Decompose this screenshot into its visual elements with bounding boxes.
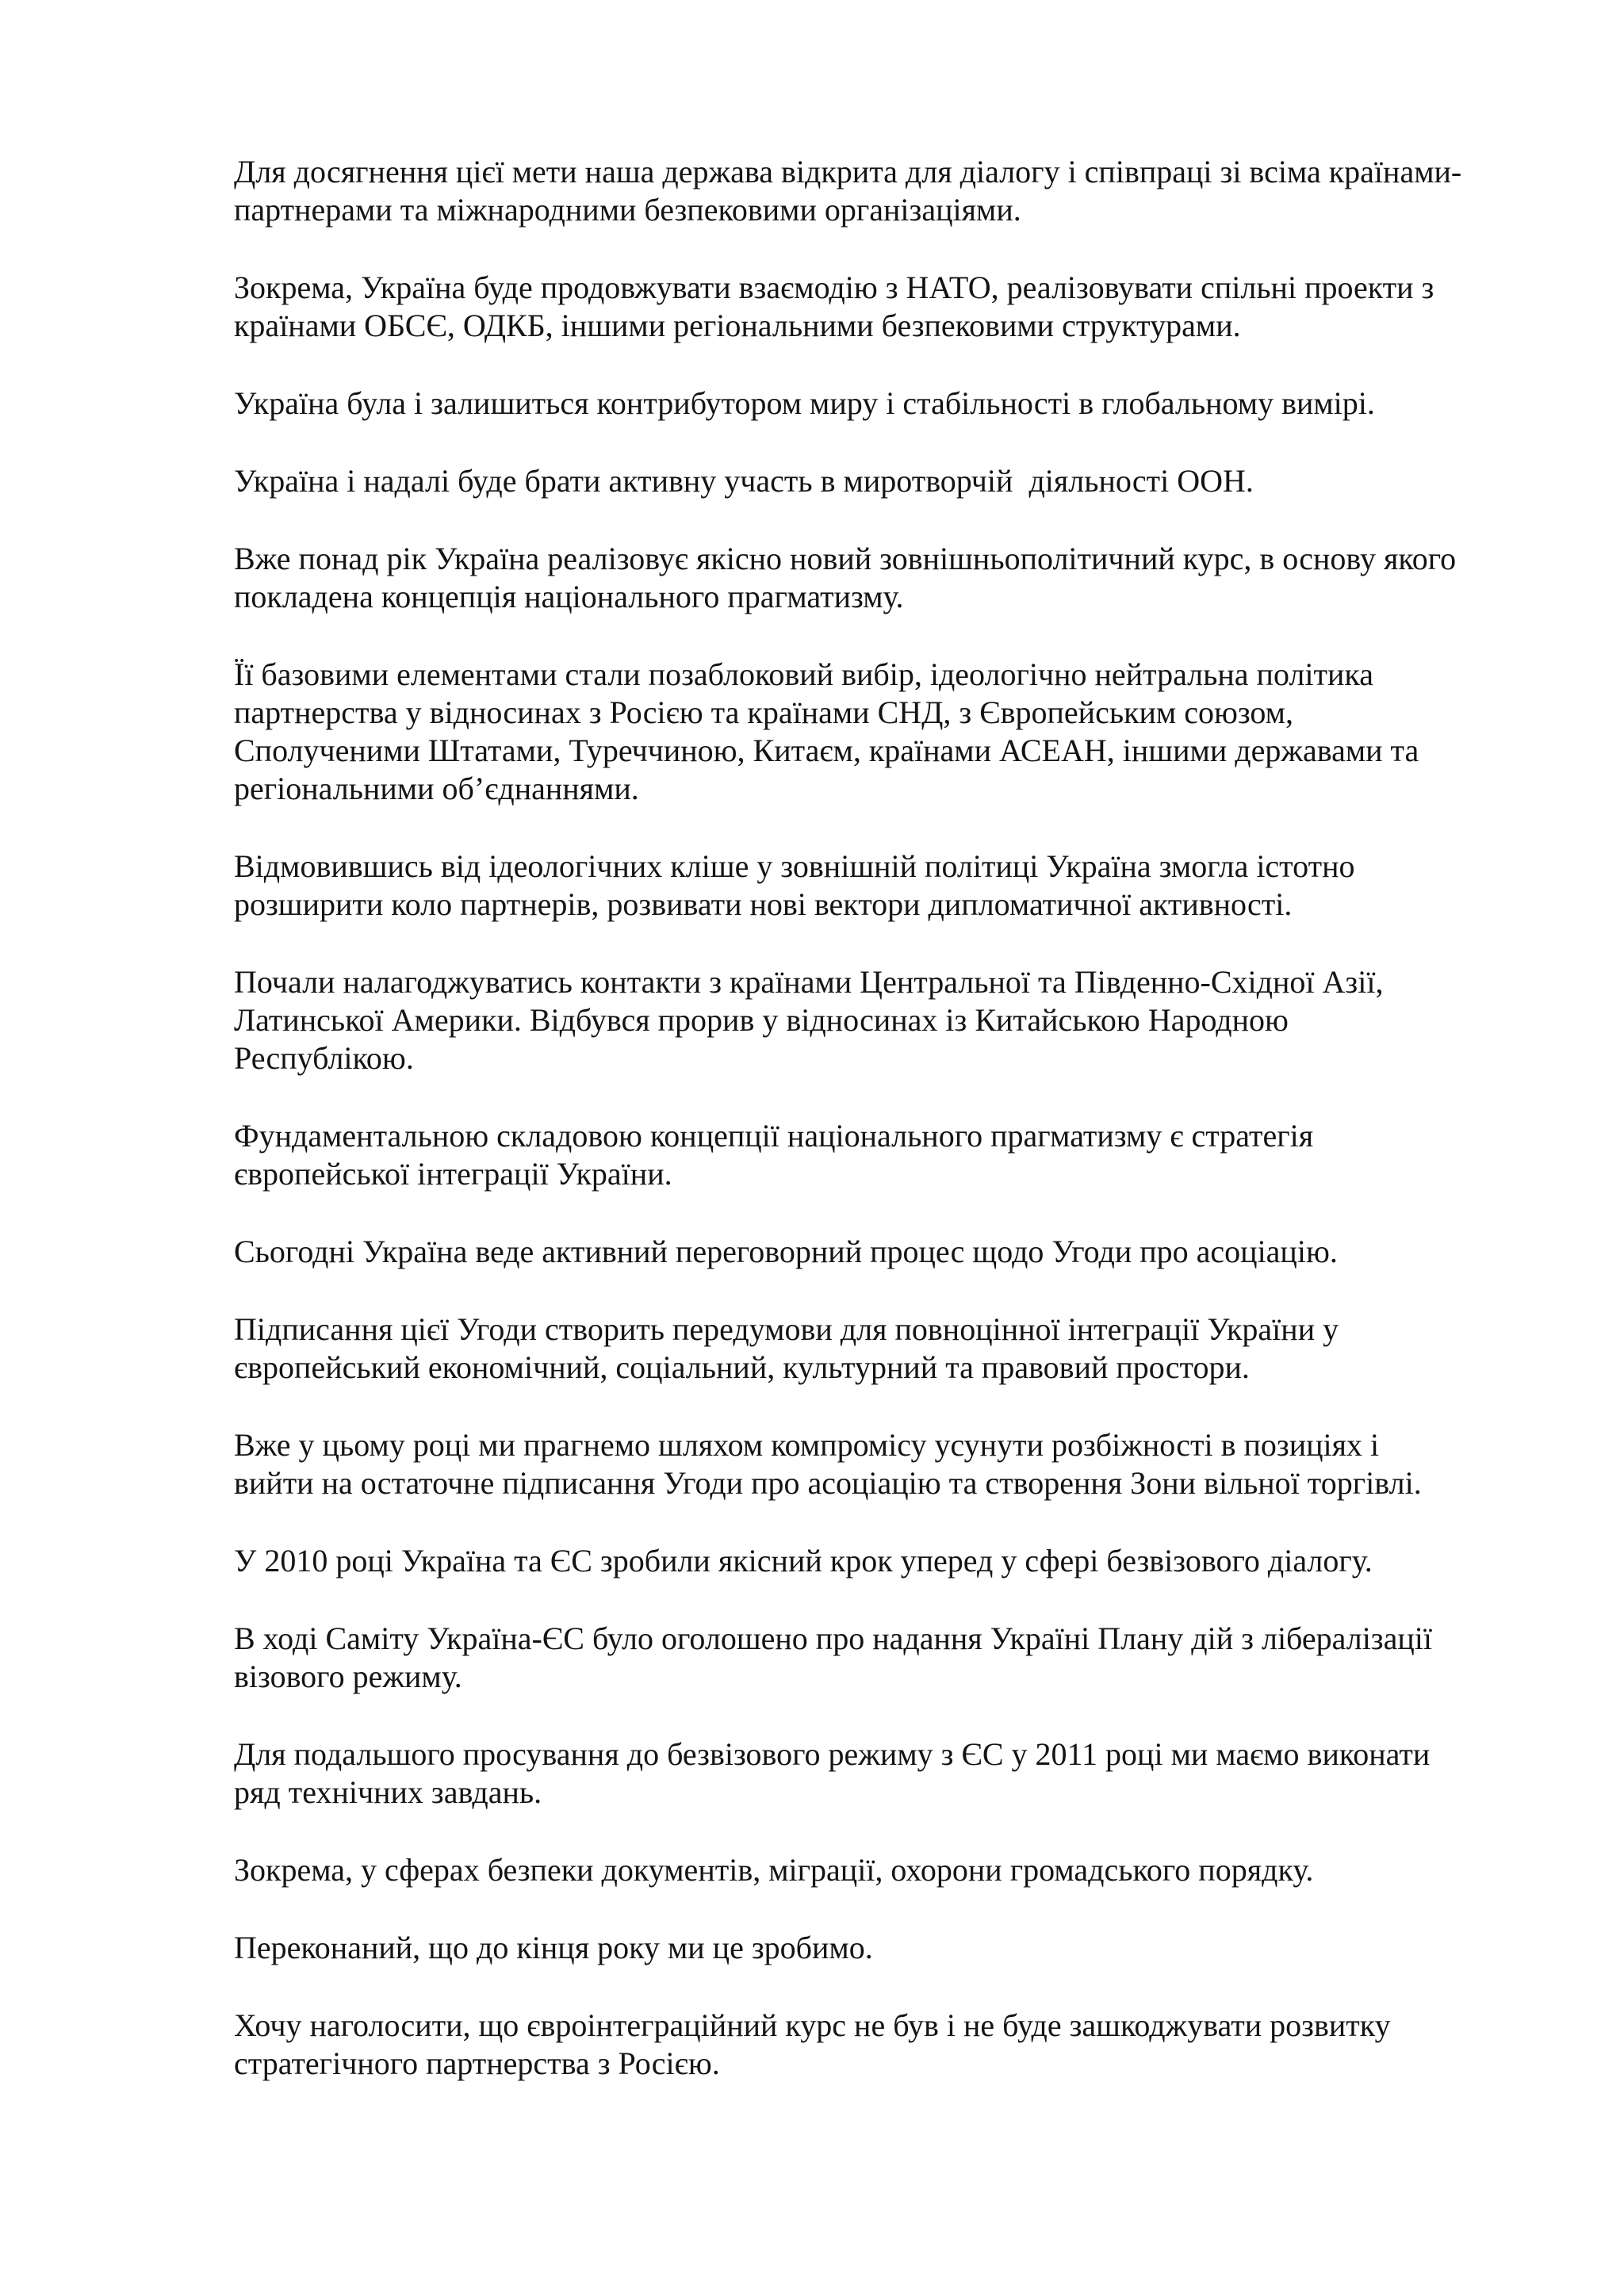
paragraph-line: Її базовими елементами стали позаблоковий вибір, ідеологічно нейтральна політика [234, 656, 1373, 692]
paragraph [234, 153, 1511, 229]
paragraph [234, 1735, 1511, 1812]
paragraph-line: Переконаний, що до кінця року ми це зробимо. [234, 1930, 873, 1965]
paragraph [234, 656, 1511, 808]
paragraph-line: Підписання цієї Угоди створить передумови для повноцінної інтеграції України у [234, 1311, 1339, 1347]
paragraph [234, 1426, 1511, 1502]
paragraph [234, 462, 1511, 500]
paragraph-line: візового режиму. [234, 1659, 462, 1694]
paragraph [234, 1117, 1511, 1193]
paragraph [234, 1851, 1511, 1889]
paragraph-line: У 2010 році Україна та ЄС зробили якісний крок уперед у сфері безвізового діалогу. [234, 1543, 1373, 1578]
paragraph-line: Україна була і залишиться контрибутором миру і стабільності в глобальному вимірі. [234, 385, 1375, 421]
paragraph-line: Вже у цьому році ми прагнемо шляхом компромісу усунути розбіжності в позиціях і [234, 1427, 1380, 1463]
paragraph [234, 1620, 1511, 1696]
paragraph [234, 848, 1511, 924]
paragraph-line: В ході Саміту Україна-ЄС було оголошено про надання Україні Плану дій з лібералізації [234, 1621, 1432, 1656]
paragraph-line: європейський економічний, соціальний, культурний та правовий простори. [234, 1349, 1250, 1385]
paragraph-line: Республікою. [234, 1040, 414, 1076]
paragraph-line: стратегічного партнерства з Росією. [234, 2045, 720, 2081]
paragraph-line: Відмовившись від ідеологічних кліше у зовнішній політиці Україна змогла істотно [234, 848, 1355, 884]
paragraph-line: Для досягнення цієї мети наша держава відкрита для діалогу і співпраці зі всіма країнами- [234, 154, 1462, 189]
paragraph [234, 1311, 1511, 1387]
paragraph-line: розширити коло партнерів, розвивати нові вектори дипломатичної активності. [234, 886, 1293, 922]
paragraph-line: європейської інтеграції України. [234, 1156, 672, 1192]
paragraph-line: покладена концепція національного прагматизму. [234, 579, 904, 614]
paragraph-line: Зокрема, у сферах безпеки документів, міграції, охорони громадського порядку. [234, 1852, 1314, 1888]
paragraph-line: Латинської Америки. Відбувся прорив у відносинах із Китайською Народною [234, 1002, 1289, 1038]
paragraph-line: регіональними об’єднаннями. [234, 771, 639, 806]
paragraph-line: Зокрема, Україна буде продовжувати взаємодію з НАТО, реалізовувати спільні проекти з [234, 270, 1434, 305]
paragraph-line: Сьогодні Україна веде активний переговорний процес щодо Угоди про асоціацію. [234, 1234, 1338, 1269]
paragraph-line: Сполученими Штатами, Туреччиною, Китаєм, країнами АСЕАН, іншими державами та [234, 733, 1419, 768]
paragraph-line: країнами ОБСЄ, ОДКБ, іншими регіональними безпековими структурами. [234, 308, 1241, 343]
paragraph-line: Хочу наголосити, що євроінтеграційний курс не був і не буде зашкоджувати розвитку [234, 2007, 1391, 2043]
paragraph-line: партнерства у відносинах з Росією та країнами СНД, з Європейським союзом, [234, 695, 1293, 730]
paragraph [234, 1542, 1511, 1580]
paragraph-line: Почали налагоджуватись контакти з країнами Центральної та Південно-Східної Азії, [234, 964, 1384, 1000]
paragraph-line: вийти на остаточне підписання Угоди про асоціацію та створення Зони вільної торгівлі. [234, 1465, 1422, 1501]
paragraph-line: партнерами та міжнародними безпековими організаціями. [234, 192, 1021, 228]
paragraph [234, 540, 1511, 616]
paragraph-line: Фундаментальною складовою концепції національного прагматизму є стратегія [234, 1118, 1314, 1154]
paragraph-line: ряд технічних завдань. [234, 1774, 542, 1810]
paragraph [234, 1233, 1511, 1271]
paragraph [234, 1929, 1511, 1967]
paragraph [234, 2007, 1511, 2083]
document-body [234, 153, 1511, 2122]
paragraph-line: Для подальшого просування до безвізового режиму з ЄС у 2011 році ми маємо виконати [234, 1736, 1431, 1772]
paragraph-line: Україна і надалі буде брати активну участь в миротворчій діяльності ООН. [234, 463, 1254, 499]
paragraph-line: Вже понад рік Україна реалізовує якісно новий зовнішньополітичний курс, в основу якого [234, 541, 1457, 576]
paragraph [234, 269, 1511, 345]
paragraph [234, 963, 1511, 1077]
paragraph [234, 385, 1511, 423]
